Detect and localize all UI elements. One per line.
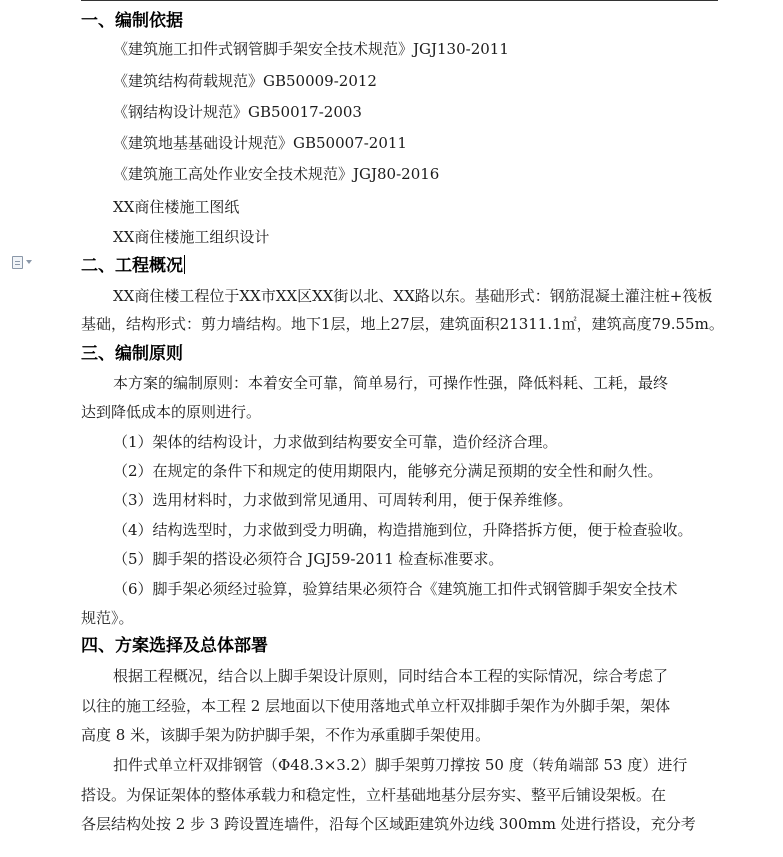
paragraph-line: 达到降低成本的原则进行。 — [81, 403, 262, 421]
reference-item: 《建筑施工扣件式钢管脚手架安全技术规范》JGJ130-2011 — [113, 40, 509, 58]
principle-item: （3）选用材料时，力求做到常见通用、可周转利用，便于保养维修。 — [113, 491, 573, 509]
principle-item: （6）脚手架必须经过验算，验算结果必须符合《建筑施工扣件式钢管脚手架安全技术 — [113, 580, 678, 598]
paragraph-line: 以往的施工经验，本工程 2 层地面以下使用落地式单立杆双排脚手架作为外脚手架，架体 — [81, 697, 671, 715]
section-heading-2-text: 二、工程概况 — [81, 256, 183, 276]
reference-item: 《建筑施工高处作业安全技术规范》JGJ80-2016 — [113, 165, 440, 183]
paragraph-line: XX商住楼工程位于XX市XX区XX街以北、XX路以东。基础形式：钢筋混凝土灌注桩+筏板 — [113, 287, 713, 305]
section-heading-2 — [81, 254, 185, 278]
paragraph-line: 本方案的编制原则：本着安全可靠，简单易行，可操作性强，降低料耗、工耗，最终 — [113, 374, 669, 392]
paragraph-line: 高度 8 米，该脚手架为防护脚手架，不作为承重脚手架使用。 — [81, 726, 491, 744]
header-rule — [81, 0, 718, 1]
chevron-down-icon — [26, 260, 32, 264]
text-cursor — [184, 255, 185, 274]
section-heading-3: 三、编制原则 — [81, 344, 183, 364]
section-heading-4: 四、方案选择及总体部署 — [81, 636, 268, 656]
paragraph-line: 扣件式单立杆双排钢管（Φ48.3×3.2）脚手架剪刀撑按 50 度（转角端部 53 度）进行 — [113, 756, 688, 774]
principle-item: （2）在规定的条件下和规定的使用期限内，能够充分满足预期的安全性和耐久性。 — [113, 462, 663, 480]
principle-item: （1）架体的结构设计，力求做到结构要安全可靠，造价经济合理。 — [113, 433, 558, 451]
principle-item: （4）结构选型时，力求做到受力明确，构造措施到位，升降搭拆方便，便于检查验收。 — [113, 521, 693, 539]
section-heading-1: 一、编制依据 — [81, 11, 183, 31]
reference-item: 《建筑地基基础设计规范》GB50007-2011 — [113, 134, 407, 152]
paragraph-line: 各层结构处按 2 步 3 跨设置连墙件，沿每个区域距建筑外边线 300mm 处进行搭设，充分考 — [81, 815, 696, 833]
paragraph-marker[interactable] — [12, 254, 44, 270]
reference-item: 《钢结构设计规范》GB50017-2003 — [113, 103, 362, 121]
reference-item: 《建筑结构荷载规范》GB50009-2012 — [113, 72, 377, 90]
reference-item: XX商住楼施工图纸 — [113, 198, 240, 216]
principle-item: 规范》。 — [81, 609, 134, 627]
paragraph-line: 基础，结构形式：剪力墙结构。地下1层，地上27层，建筑面积21311.1㎡，建筑高度79.55m。 — [81, 315, 724, 333]
paragraph-line: 搭设。为保证架体的整体承载力和稳定性，立杆基础地基分层夯实、整平后铺设架板。在 — [81, 786, 667, 804]
document-icon — [12, 256, 23, 269]
paragraph-line: 根据工程概况，结合以上脚手架设计原则，同时结合本工程的实际情况，综合考虑了 — [113, 667, 669, 685]
principle-item: （5）脚手架的搭设必须符合 JGJ59-2011 检查标准要求。 — [113, 550, 504, 568]
reference-item: XX商住楼施工组织设计 — [113, 228, 270, 246]
